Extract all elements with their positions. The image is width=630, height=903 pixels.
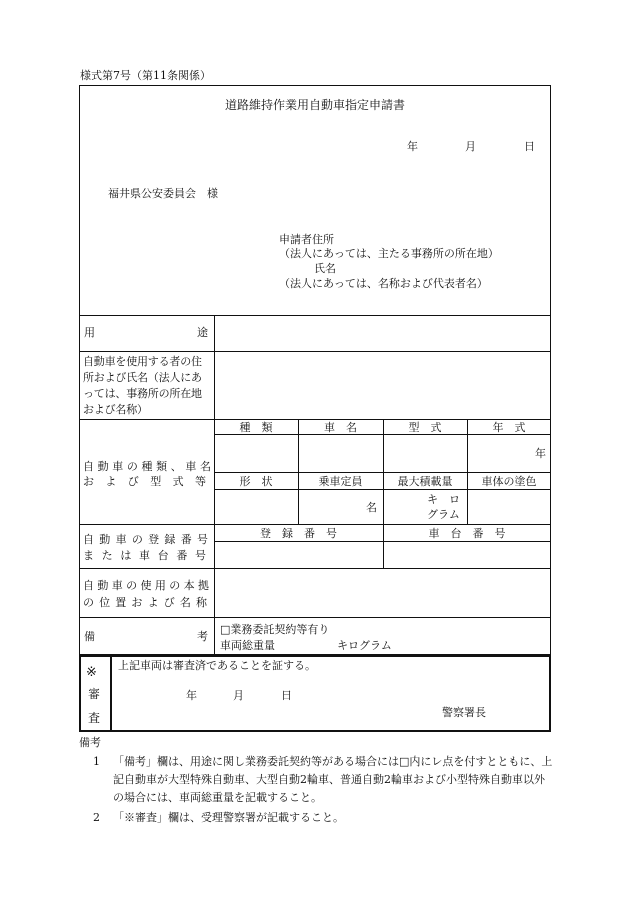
total-weight-unit: キログラム bbox=[337, 639, 392, 652]
registration-header-number: 登 録 番 号 bbox=[260, 526, 337, 540]
vehicle-header-shape: 形 状 bbox=[239, 474, 273, 488]
page-title: 道路維持作業用自動車指定申請書 bbox=[224, 98, 405, 112]
note-number: 1 bbox=[93, 755, 100, 768]
capacity-unit: 名 bbox=[366, 501, 377, 514]
date-month: 月 bbox=[465, 140, 476, 153]
review-mark: ※ bbox=[86, 665, 97, 680]
date-year: 年 bbox=[407, 140, 418, 153]
applicant-name-label: 氏名 bbox=[314, 262, 336, 275]
police-chief-label: 警察署長 bbox=[442, 706, 486, 719]
base-label-line1: 自動車の使用の本拠 bbox=[83, 579, 211, 592]
vehicle-header-max-load: 最大積載量 bbox=[397, 474, 453, 488]
vehicle-header-year: 年 式 bbox=[492, 420, 526, 434]
note-number: 2 bbox=[93, 811, 100, 824]
load-unit-line2: グラム bbox=[427, 508, 460, 521]
review-year: 年 bbox=[186, 689, 197, 702]
vehicle-header-make: 車 名 bbox=[324, 420, 357, 434]
vehicle-header-type: 種 類 bbox=[239, 420, 273, 434]
registration-label-line1: 自動車の登録番号 bbox=[83, 533, 211, 546]
review-certify-text: 上記車両は審査済であることを証する。 bbox=[118, 659, 316, 672]
review-divider bbox=[110, 656, 112, 731]
note-text: 「備考」欄は、用途に関し業務委託契約等がある場合には□内にレ点を付すとともに、上記自動車が大型特殊自動車、大型自動2輪車、普通自動2輪車および小型特殊自動車以外の場合には、車両総重量を記載すること。 bbox=[113, 755, 553, 804]
review-label-2: 査 bbox=[88, 711, 101, 725]
contract-checkbox-label: □業務委託契約等有り bbox=[220, 623, 330, 636]
vehicle-label-line2: および型式等 bbox=[83, 475, 211, 488]
vehicle-header-capacity: 乗車定員 bbox=[318, 474, 363, 488]
base-label-line2: の位置および名称 bbox=[83, 596, 211, 609]
row-divider bbox=[79, 351, 551, 352]
notes-heading: 備考 bbox=[79, 736, 101, 749]
review-day: 日 bbox=[281, 689, 292, 702]
vehicle-header-model: 型 式 bbox=[408, 420, 442, 434]
review-month: 月 bbox=[233, 689, 244, 702]
purpose-label: 用 途 bbox=[84, 326, 208, 339]
applicant-address-note: （法人にあっては、主たる事務所の所在地） bbox=[279, 247, 499, 260]
applicant-address-label: 申請者住所 bbox=[279, 233, 334, 246]
applicant-name-note: （法人にあっては、名称および代表者名） bbox=[279, 277, 488, 290]
form-id: 様式第7号（第11条関係） bbox=[80, 69, 211, 82]
vehicle-year-unit: 年 bbox=[535, 447, 546, 460]
row-divider bbox=[79, 568, 551, 569]
vehicle-label-line1: 自動車の種類、車名 bbox=[83, 460, 211, 473]
remarks-label: 備 考 bbox=[84, 630, 208, 643]
registration-label-line2: または車台番号 bbox=[83, 549, 211, 562]
note-text: 「※審査」欄は、受理警察署が記載すること。 bbox=[113, 811, 344, 824]
user-label: 自動車を使用する者の住所および氏名（法人にあっては、事務所の所在地および名称） bbox=[83, 355, 202, 416]
row-divider bbox=[79, 617, 551, 618]
load-unit-line1: キ ロ bbox=[427, 493, 460, 506]
vehicle-header-color: 車体の塗色 bbox=[481, 474, 537, 488]
review-label-1: 審 bbox=[88, 687, 101, 701]
date-day: 日 bbox=[524, 140, 535, 153]
addressee: 福井県公安委員会 様 bbox=[108, 187, 218, 200]
registration-header-chassis: 車 台 番 号 bbox=[428, 526, 506, 540]
row-divider bbox=[79, 315, 551, 316]
total-weight-label: 車両総重量 bbox=[220, 639, 275, 652]
